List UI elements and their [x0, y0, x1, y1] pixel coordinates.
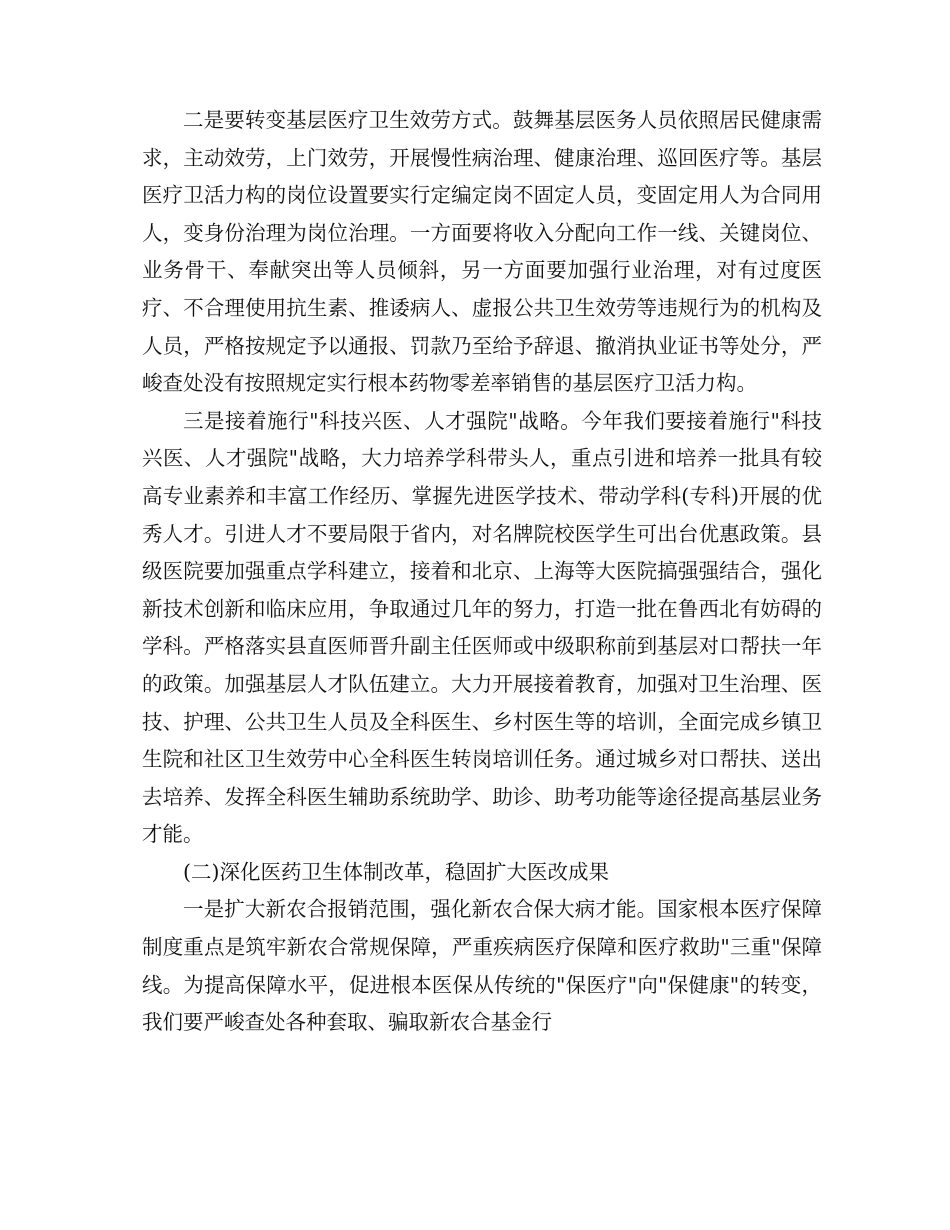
paragraph-service-reform: 二是要转变基层医疗卫生效劳方式。鼓舞基层医务人员依照居民健康需求，主动效劳，上门效劳，开展慢性病治理、健康治理、巡回医疗等。基层医疗卫活力构的岗位设置要实行定编定岗不固定人员，变固定用人为合同用人，变身份治理为岗位治理。一方面要将收入分配向工作一线、关键岗位、业务骨干、奉献突出等人员倾斜，另一方面要加强行业治理，对有过度医疗、不合理使用抗生素、推诿病人、虚报公共卫生效劳等违规行为的机构及人员，严格按规定予以通报、罚款乃至给予辞退、撤消执业证书等处分，严峻查处没有按照规定实行根本药物零差率销售的基层医疗卫活力构。: [142, 108, 822, 396]
section-heading: (二)深化医药卫生体制改革，稳固扩大医改成果: [183, 859, 609, 884]
paragraph-insurance-scope: 一是扩大新农合报销范围，强化新农合保大病才能。国家根本医疗保障制度重点是筑牢新农合常规保障，严重疾病医疗保障和医疗救助"三重"保障线。为提高保障水平，促进根本医保从传统的"保医疗"向"保健康"的转变，我们要严峻查处各种套取、骗取新农合基金行: [142, 897, 822, 1035]
paragraph-talent-strategy: 三是接着施行"科技兴医、人才强院"战略。今年我们要接着施行"科技兴医、人才强院"战略，大力培养学科带头人，重点引进和培养一批具有较高专业素养和丰富工作经历、掌握先进医学技术、带动学科(专科)开展的优秀人才。引进人才不要局限于省内，对名牌院校医学生可出台优惠政策。县级医院要加强重点学科建立，接着和北京、上海等大医院搞强强结合，强化新技术创新和临床应用，争取通过几年的努力，打造一批在鲁西北有妨碍的学科。严格落实县直医师晋升副主任医师或中级职称前到基层对口帮扶一年的政策。加强基层人才队伍建立。大力开展接着教育，加强对卫生治理、医技、护理、公共卫生人员及全科医生、乡村医生等的培训，全面完成乡镇卫生院和社区卫生效劳中心全科医生转岗培训任务。通过城乡对口帮扶、送出去培养、发挥全科医生辅助系统助学、助诊、助考功能等途径提高基层业务才能。: [142, 408, 822, 847]
document-page: [142, 102, 822, 1042]
